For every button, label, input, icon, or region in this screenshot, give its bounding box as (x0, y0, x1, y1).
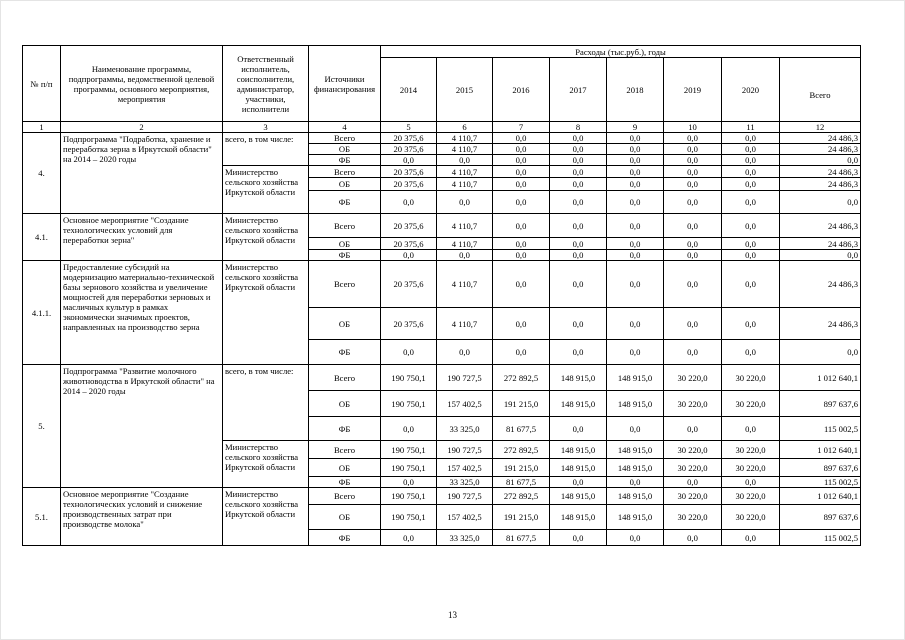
year-value: 191 215,0 (493, 391, 550, 417)
year-value: 0,0 (607, 250, 664, 261)
year-value: 0,0 (493, 166, 550, 178)
total-value: 24 486,3 (780, 308, 861, 340)
funding-source: ФБ (309, 417, 381, 441)
funding-source: ФБ (309, 477, 381, 488)
year-value: 190 727,5 (437, 441, 493, 459)
year-value: 33 325,0 (437, 530, 493, 546)
year-value: 0,0 (437, 250, 493, 261)
year-value: 0,0 (607, 166, 664, 178)
year-value: 81 677,5 (493, 417, 550, 441)
total-value: 1 012 640,1 (780, 488, 861, 505)
year-value: 30 220,0 (664, 459, 722, 477)
total-value: 115 002,5 (780, 530, 861, 546)
year-value: 190 750,1 (381, 441, 437, 459)
year-value: 0,0 (550, 166, 607, 178)
header-responsible: Ответственный исполнитель, соисполнители, администратор, участники, исполнители (223, 46, 309, 122)
year-value: 0,0 (437, 191, 493, 214)
funding-source: ОБ (309, 505, 381, 530)
year-value: 4 110,7 (437, 133, 493, 144)
column-number: 7 (493, 122, 550, 133)
year-value: 0,0 (664, 155, 722, 166)
funding-source: ОБ (309, 178, 381, 191)
column-number-row (23, 122, 861, 133)
year-value: 148 915,0 (607, 459, 664, 477)
year-value: 4 110,7 (437, 166, 493, 178)
total-value: 897 637,6 (780, 505, 861, 530)
total-value: 24 486,3 (780, 178, 861, 191)
funding-source: ОБ (309, 391, 381, 417)
year-value: 0,0 (437, 340, 493, 365)
year-value: 0,0 (607, 417, 664, 441)
header-year: 2015 (437, 58, 493, 122)
year-value: 30 220,0 (722, 441, 780, 459)
year-value: 0,0 (607, 214, 664, 238)
year-value: 33 325,0 (437, 477, 493, 488)
year-value: 0,0 (550, 144, 607, 155)
year-value: 0,0 (722, 530, 780, 546)
year-value: 0,0 (550, 133, 607, 144)
total-value: 24 486,3 (780, 214, 861, 238)
column-number: 11 (722, 122, 780, 133)
year-value: 0,0 (664, 530, 722, 546)
year-value: 0,0 (493, 340, 550, 365)
funding-source: Всего (309, 166, 381, 178)
year-value: 0,0 (493, 250, 550, 261)
year-value: 272 892,5 (493, 441, 550, 459)
year-value: 148 915,0 (607, 441, 664, 459)
funding-source: Всего (309, 488, 381, 505)
funding-source: ОБ (309, 238, 381, 250)
total-value: 0,0 (780, 340, 861, 365)
year-value: 0,0 (607, 178, 664, 191)
year-value: 0,0 (381, 250, 437, 261)
year-value: 30 220,0 (722, 488, 780, 505)
funding-source: ФБ (309, 530, 381, 546)
header-num: № п/п (23, 46, 61, 122)
responsible-executor: Министерство сельского хозяйства Иркутской области (223, 214, 309, 261)
year-value: 0,0 (607, 308, 664, 340)
row-number: 5.1. (23, 488, 61, 546)
column-number: 9 (607, 122, 664, 133)
responsible-executor: Министерство сельского хозяйства Иркутской области (223, 166, 309, 214)
year-value: 30 220,0 (664, 505, 722, 530)
table-row (23, 261, 861, 308)
year-value: 0,0 (722, 133, 780, 144)
total-value: 0,0 (780, 191, 861, 214)
year-value: 0,0 (437, 155, 493, 166)
total-value: 1 012 640,1 (780, 365, 861, 391)
year-value: 20 375,6 (381, 144, 437, 155)
header-total: Всего (780, 58, 861, 122)
year-value: 0,0 (550, 417, 607, 441)
year-value: 0,0 (381, 417, 437, 441)
year-value: 0,0 (381, 477, 437, 488)
year-value: 4 110,7 (437, 238, 493, 250)
year-value: 0,0 (607, 261, 664, 308)
header-name: Наименование программы, подпрограммы, ведомственной целевой программы, основного мероприятия, мероприятия (61, 46, 223, 122)
funding-source: Всего (309, 441, 381, 459)
year-value: 0,0 (664, 238, 722, 250)
year-value: 30 220,0 (664, 488, 722, 505)
year-value: 81 677,5 (493, 530, 550, 546)
table-header (23, 46, 861, 133)
table-row (23, 214, 861, 238)
year-value: 0,0 (493, 133, 550, 144)
row-number: 5. (23, 365, 61, 488)
year-value: 0,0 (722, 214, 780, 238)
year-value: 0,0 (664, 166, 722, 178)
year-value: 0,0 (550, 477, 607, 488)
total-value: 0,0 (780, 155, 861, 166)
total-value: 24 486,3 (780, 261, 861, 308)
funding-source: ОБ (309, 144, 381, 155)
year-value: 0,0 (664, 178, 722, 191)
year-value: 0,0 (664, 477, 722, 488)
year-value: 190 750,1 (381, 488, 437, 505)
year-value: 190 750,1 (381, 365, 437, 391)
column-number: 8 (550, 122, 607, 133)
year-value: 0,0 (722, 155, 780, 166)
year-value: 0,0 (607, 238, 664, 250)
funding-source: ФБ (309, 250, 381, 261)
year-value: 0,0 (550, 308, 607, 340)
table-row (23, 133, 861, 144)
year-value: 0,0 (722, 238, 780, 250)
year-value: 20 375,6 (381, 261, 437, 308)
year-value: 157 402,5 (437, 391, 493, 417)
year-value: 148 915,0 (550, 488, 607, 505)
total-value: 1 012 640,1 (780, 441, 861, 459)
program-name: Подпрограмма "Подработка, хранение и переработка зерна в Иркутской области" на 2014 – 2020 годы (61, 133, 223, 214)
year-value: 20 375,6 (381, 166, 437, 178)
year-value: 148 915,0 (607, 488, 664, 505)
year-value: 4 110,7 (437, 308, 493, 340)
year-value: 0,0 (664, 133, 722, 144)
year-value: 0,0 (722, 191, 780, 214)
year-value: 0,0 (381, 530, 437, 546)
funding-source: ФБ (309, 191, 381, 214)
responsible-executor: Министерство сельского хозяйства Иркутской области (223, 488, 309, 546)
year-value: 0,0 (493, 261, 550, 308)
year-value: 0,0 (607, 191, 664, 214)
year-value: 0,0 (607, 530, 664, 546)
year-value: 33 325,0 (437, 417, 493, 441)
total-value: 115 002,5 (780, 417, 861, 441)
funding-source: ФБ (309, 155, 381, 166)
funding-source: Всего (309, 261, 381, 308)
total-value: 115 002,5 (780, 477, 861, 488)
year-value: 20 375,6 (381, 178, 437, 191)
table-body (23, 133, 861, 546)
year-value: 0,0 (722, 308, 780, 340)
year-value: 30 220,0 (664, 441, 722, 459)
year-value: 0,0 (664, 340, 722, 365)
year-value: 0,0 (550, 155, 607, 166)
column-number: 6 (437, 122, 493, 133)
program-name: Основное мероприятие "Создание технологических условий и снижение производственных затрат при производстве молока" (61, 488, 223, 546)
year-value: 0,0 (493, 178, 550, 191)
funding-source: ОБ (309, 459, 381, 477)
year-value: 272 892,5 (493, 365, 550, 391)
column-number: 5 (381, 122, 437, 133)
year-value: 0,0 (550, 261, 607, 308)
funding-source: Всего (309, 365, 381, 391)
responsible-executor: всего, в том числе: (223, 365, 309, 441)
header-year: 2018 (607, 58, 664, 122)
year-value: 0,0 (550, 214, 607, 238)
year-value: 0,0 (550, 530, 607, 546)
year-value: 20 375,6 (381, 238, 437, 250)
year-value: 0,0 (664, 417, 722, 441)
table-row (23, 488, 861, 505)
year-value: 191 215,0 (493, 459, 550, 477)
header-source: Источники финансирования (309, 46, 381, 122)
year-value: 30 220,0 (722, 391, 780, 417)
year-value: 81 677,5 (493, 477, 550, 488)
header-expenses: Расходы (тыс.руб.), годы (381, 46, 861, 58)
funding-source: Всего (309, 133, 381, 144)
year-value: 0,0 (664, 144, 722, 155)
year-value: 190 750,1 (381, 391, 437, 417)
year-value: 0,0 (664, 214, 722, 238)
year-value: 0,0 (722, 250, 780, 261)
year-value: 0,0 (493, 308, 550, 340)
year-value: 0,0 (722, 261, 780, 308)
year-value: 0,0 (381, 155, 437, 166)
funding-source: Всего (309, 214, 381, 238)
row-number: 4. (23, 133, 61, 214)
year-value: 4 110,7 (437, 144, 493, 155)
year-value: 4 110,7 (437, 214, 493, 238)
year-value: 0,0 (493, 214, 550, 238)
year-value: 0,0 (607, 155, 664, 166)
header-year: 2014 (381, 58, 437, 122)
table-row (23, 365, 861, 391)
year-value: 0,0 (664, 261, 722, 308)
column-number: 3 (223, 122, 309, 133)
year-value: 0,0 (722, 166, 780, 178)
year-value: 0,0 (550, 250, 607, 261)
year-value: 148 915,0 (607, 365, 664, 391)
total-value: 24 486,3 (780, 166, 861, 178)
year-value: 0,0 (550, 178, 607, 191)
program-name: Предоставление субсидий на модернизацию материально-технической базы зернового хозяйства и увеличение мощностей для переработки зерновых и масличных культур в рамках экономически значимых проектов, направленных на производство зерна (61, 261, 223, 365)
year-value: 0,0 (722, 178, 780, 191)
year-value: 4 110,7 (437, 178, 493, 191)
year-value: 20 375,6 (381, 214, 437, 238)
year-value: 148 915,0 (550, 365, 607, 391)
year-value: 190 750,1 (381, 505, 437, 530)
header-year: 2016 (493, 58, 550, 122)
year-value: 0,0 (607, 133, 664, 144)
program-name: Подпрограмма "Развитие молочного животноводства в Иркутской области" на 2014 – 2020 годы (61, 365, 223, 488)
year-value: 20 375,6 (381, 133, 437, 144)
year-value: 191 215,0 (493, 505, 550, 530)
year-value: 157 402,5 (437, 505, 493, 530)
column-number: 2 (61, 122, 223, 133)
year-value: 0,0 (664, 250, 722, 261)
year-value: 0,0 (493, 238, 550, 250)
year-value: 272 892,5 (493, 488, 550, 505)
expenses-table (22, 45, 861, 546)
year-value: 30 220,0 (664, 391, 722, 417)
page-number: 13 (448, 610, 457, 620)
year-value: 148 915,0 (607, 505, 664, 530)
year-value: 0,0 (664, 191, 722, 214)
year-value: 0,0 (722, 144, 780, 155)
year-value: 148 915,0 (607, 391, 664, 417)
column-number: 1 (23, 122, 61, 133)
total-value: 897 637,6 (780, 459, 861, 477)
year-value: 0,0 (607, 340, 664, 365)
header-year: 2019 (664, 58, 722, 122)
funding-source: ФБ (309, 340, 381, 365)
year-value: 148 915,0 (550, 391, 607, 417)
year-value: 30 220,0 (722, 365, 780, 391)
header-year: 2017 (550, 58, 607, 122)
year-value: 0,0 (493, 191, 550, 214)
year-value: 0,0 (493, 155, 550, 166)
year-value: 190 727,5 (437, 488, 493, 505)
year-value: 0,0 (607, 477, 664, 488)
responsible-executor: Министерство сельского хозяйства Иркутской области (223, 441, 309, 488)
year-value: 0,0 (381, 340, 437, 365)
year-value: 0,0 (493, 144, 550, 155)
year-value: 20 375,6 (381, 308, 437, 340)
year-value: 190 750,1 (381, 459, 437, 477)
row-number: 4.1.1. (23, 261, 61, 365)
year-value: 190 727,5 (437, 365, 493, 391)
year-value: 30 220,0 (664, 365, 722, 391)
year-value: 0,0 (722, 477, 780, 488)
total-value: 24 486,3 (780, 238, 861, 250)
header-year: 2020 (722, 58, 780, 122)
year-value: 0,0 (722, 340, 780, 365)
year-value: 0,0 (550, 238, 607, 250)
row-number: 4.1. (23, 214, 61, 261)
year-value: 148 915,0 (550, 441, 607, 459)
year-value: 0,0 (722, 417, 780, 441)
total-value: 897 637,6 (780, 391, 861, 417)
year-value: 30 220,0 (722, 505, 780, 530)
column-number: 4 (309, 122, 381, 133)
total-value: 24 486,3 (780, 133, 861, 144)
responsible-executor: всего, в том числе: (223, 133, 309, 166)
year-value: 157 402,5 (437, 459, 493, 477)
program-name: Основное мероприятие "Создание технологических условий для переработки зерна" (61, 214, 223, 261)
column-number: 12 (780, 122, 861, 133)
year-value: 0,0 (550, 340, 607, 365)
year-value: 4 110,7 (437, 261, 493, 308)
column-number: 10 (664, 122, 722, 133)
year-value: 148 915,0 (550, 459, 607, 477)
year-value: 0,0 (550, 191, 607, 214)
total-value: 24 486,3 (780, 144, 861, 155)
year-value: 0,0 (664, 308, 722, 340)
year-value: 148 915,0 (550, 505, 607, 530)
responsible-executor: Министерство сельского хозяйства Иркутской области (223, 261, 309, 365)
total-value: 0,0 (780, 250, 861, 261)
funding-source: ОБ (309, 308, 381, 340)
year-value: 0,0 (607, 144, 664, 155)
year-value: 0,0 (381, 191, 437, 214)
year-value: 30 220,0 (722, 459, 780, 477)
